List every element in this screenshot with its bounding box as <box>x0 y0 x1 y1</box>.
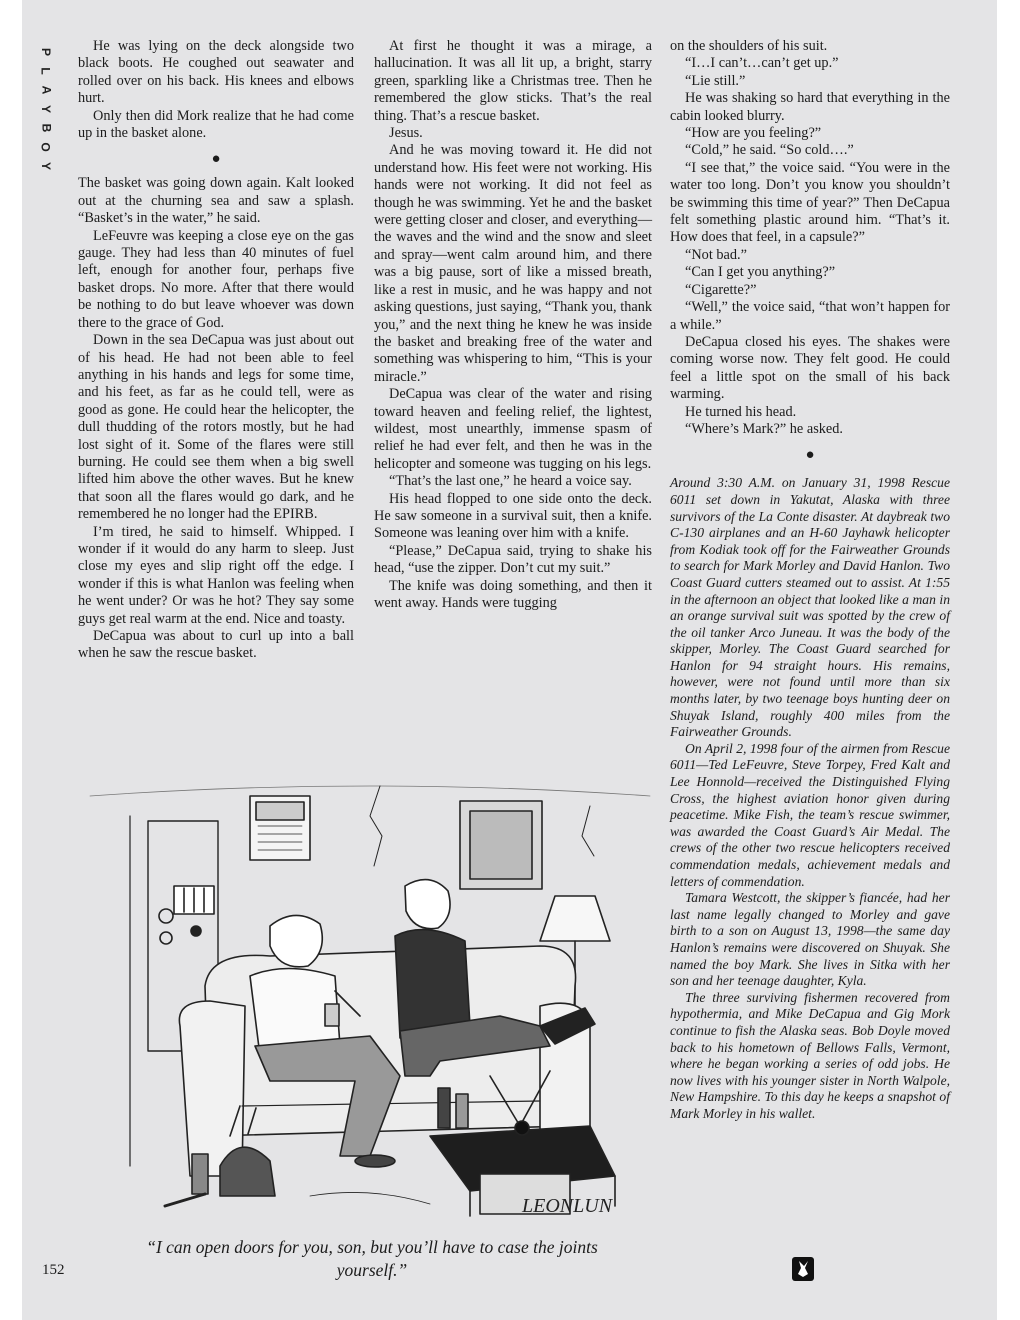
paragraph: LeFeuvre was keeping a close eye on the gas gauge. They had less than 40 minutes of fuel left, enough for another four, perhaps five basket drops. No more. After that there would be nothing to do but leave whoever was down there to the grace of God. <box>78 227 354 331</box>
epilogue-paragraph: Around 3:30 A.M. on January 31, 1998 Rescue 6011 set down in Yakutat, Alaska with three survivors of the La Conte disaster. At daybreak two C-130 airplanes and an H-60 Jayhawk helicopter from Kodiak took off for the Fairweather Grounds to search for Mark Morley and David Hanlon. Two Coast Guard cutters steamed out to assist. At 1:55 in the afternoon an object that looked like a man in an orange survival suit was spotted by the crew of the oil tanker Arco Juneau. It was the body of the skipper, Morley. The Coast Guard searched for Hanlon for 94 straight hours. His remains, however, were not found until more than six months later, by two teenage boys hunting deer on Shuyak Island, roughly 400 miles from the Fairweather Grounds. <box>670 475 950 740</box>
masthead-vertical <box>36 44 56 174</box>
paragraph: “I…I can’t…can’t get up.” <box>685 55 839 72</box>
masthead-letter: A <box>38 85 53 95</box>
paragraph: At first he thought it was a mirage, a hallucination. It was all lit up, a bright, starry green, sparkling like a Christmas tree. Then he remembered the glow sticks. That’s the real thing. That’s a rescue basket. <box>374 38 652 124</box>
paragraph: “Where’s Mark?” he asked. <box>685 420 843 437</box>
paragraph: “I see that,” the voice said. “You were in the water too long. Don’t you know you shouldn’t be swimming this time of year?” Then DeCapua felt something plastic around him. “That’s it. How does that feel, in a capsule?” <box>670 159 950 246</box>
magazine-page <box>22 0 997 1320</box>
text-column-2 <box>374 38 652 612</box>
paragraph: “Can I get you anything?” <box>685 264 836 281</box>
epilogue-paragraph: On April 2, 1998 four of the airmen from Rescue 6011—Ted LeFeuvre, Steve Torpey, Fred Kalt and Lee Honnold—received the Distinguished Flying Cross, the highest aviation honor given during peacetime. Mike Fish, the team’s rescue swimmer, was awarded the Coast Guard’s Air Medal. The crews of the other two rescue helicopters received commendation medals, achievement medals and letters of commendation. <box>670 740 950 889</box>
masthead-letter: B <box>38 123 53 133</box>
paragraph: He was shaking so hard that everything in the cabin looked blurry. <box>670 90 950 124</box>
masthead-letter: O <box>39 142 53 152</box>
cartoon-caption: “I can open doors for you, son, but you’ll have to case the joints yourself.” <box>146 1237 598 1280</box>
masthead-letter: L <box>39 67 53 75</box>
paragraph: “Well,” the voice said, “that won’t happen for a while.” <box>670 299 950 333</box>
paragraph: “Cigarette?” <box>685 281 757 298</box>
cartoon-signature: LEONLUN <box>522 1195 613 1217</box>
paragraph: The basket was going down again. Kalt looked out at the churning sea and saw a splash. “Basket’s in the water,” he said. <box>78 175 354 227</box>
paragraph: “Please,” DeCapua said, trying to shake his head, “use the zipper. Don’t cut my suit.” <box>374 542 652 577</box>
paragraph: He turned his head. <box>685 403 797 420</box>
paragraph: Down in the sea DeCapua was just about out of his head. He had not been able to feel anything in his hands and legs for some time, and his feet, as far as he could tell, were as good as gone. He could hear the helicopter, the dull thudding of the rotors mostly, but he had lost sight of it. Some of the flares were still burning. He could see them when a big swell lifted him above the other waves. But he knew that soon all the flares would go dark, and he remembered he no longer had the EPIRB. <box>78 332 354 523</box>
epilogue-paragraph: Tamara Westcott, the skipper’s fiancée, had her last name legally changed to Morley and gave birth to a son on August 13, 1998—the same day Hanlon’s remains were discovered on Shuyak. She named the boy Mark. She lives in Sitka with her son and her teenage daughter, Kyla. <box>670 890 950 989</box>
paragraph: “Lie still.” <box>685 72 746 89</box>
paragraph: “Cold,” he said. “So cold….” <box>685 142 854 159</box>
section-break-bullet: ● <box>211 151 221 168</box>
epilogue <box>670 475 950 1122</box>
section-break-bullet: ● <box>805 447 815 464</box>
paragraph: “That’s the last one,” he heard a voice say. <box>389 473 632 490</box>
text-column-1 <box>78 38 354 663</box>
paragraph: He was lying on the deck alongside two black boots. He coughed out seawater and rolled over on his back. His knees and elbows hurt. <box>78 38 354 107</box>
masthead-letter: Y <box>38 104 53 114</box>
masthead-letter: Y <box>38 161 53 171</box>
paragraph: Jesus. <box>389 125 423 142</box>
paragraph: DeCapua was about to curl up into a ball when he saw the rescue basket. <box>78 628 354 662</box>
paragraph: on the shoulders of his suit. <box>670 38 828 54</box>
cartoon-illustration <box>70 776 660 1222</box>
text-column-3 <box>670 38 950 1123</box>
page-number: 152 <box>42 1262 65 1278</box>
paragraph: Only then did Mork realize that he had come up in the basket alone. <box>78 107 354 142</box>
paragraph: “How are you feeling?” <box>685 125 822 142</box>
paragraph: And he was moving toward it. He did not understand how. His feet were not working. His hands were not working. It did not feel as though he was swimming. Yet he and the basket were getting closer and closer, and everything—the waves and the wind and the snow and sleet and spray—went calm around him, and there was a big pause, sort of like a missed breath, like a rest in music, and he was happy and not asking questions, just saying, “Thank you, thank you,” and the next thing he knew he was inside the basket and breaking free of the water and something was whispering to him, “This is your miracle.” <box>374 142 652 385</box>
paragraph: “Not bad.” <box>685 246 747 263</box>
paragraph: DeCapua was clear of the water and rising toward heaven and feeling relief, the lightest, wildest, most unearthly, immense spasm of relief he had ever felt, and then he was in the helicopter and someone was tugging on his legs. <box>374 386 652 472</box>
masthead-letter: P <box>38 47 53 57</box>
paragraph: His head flopped to one side onto the deck. He saw someone in a survival suit, then a knife. Someone was leaning over him with a knife. <box>374 490 652 542</box>
paragraph: DeCapua closed his eyes. The shakes were coming worse now. They felt good. He could feel a little spot on the small of his back warming. <box>670 333 950 403</box>
bunny-icon <box>792 1257 814 1281</box>
playboy-bunny-end-mark-icon <box>792 1257 814 1281</box>
epilogue-paragraph: The three surviving fishermen recovered from hypothermia, and Mike DeCapua and Gig Mork continue to fish the Alaska seas. Bob Doyle moved back to his hometown of Bellows Falls, Vermont, where he began working a series of odd jobs. He now lives with his younger sister in North Walpole, New Hampshire. To this day he keeps a snapshot of Mark Morley in his wallet. <box>670 989 950 1121</box>
paragraph: I’m tired, he said to himself. Whipped. I wonder if it would do any harm to sleep. Just close my eyes and slip right off the edge. I wonder if this is what Hanlon was feeling when he went under? Or was he hot? They say some guys get real warm at the end. Nice and toasty. <box>78 523 354 627</box>
paragraph: The knife was doing something, and then it went away. Hands were tugging <box>374 577 652 611</box>
